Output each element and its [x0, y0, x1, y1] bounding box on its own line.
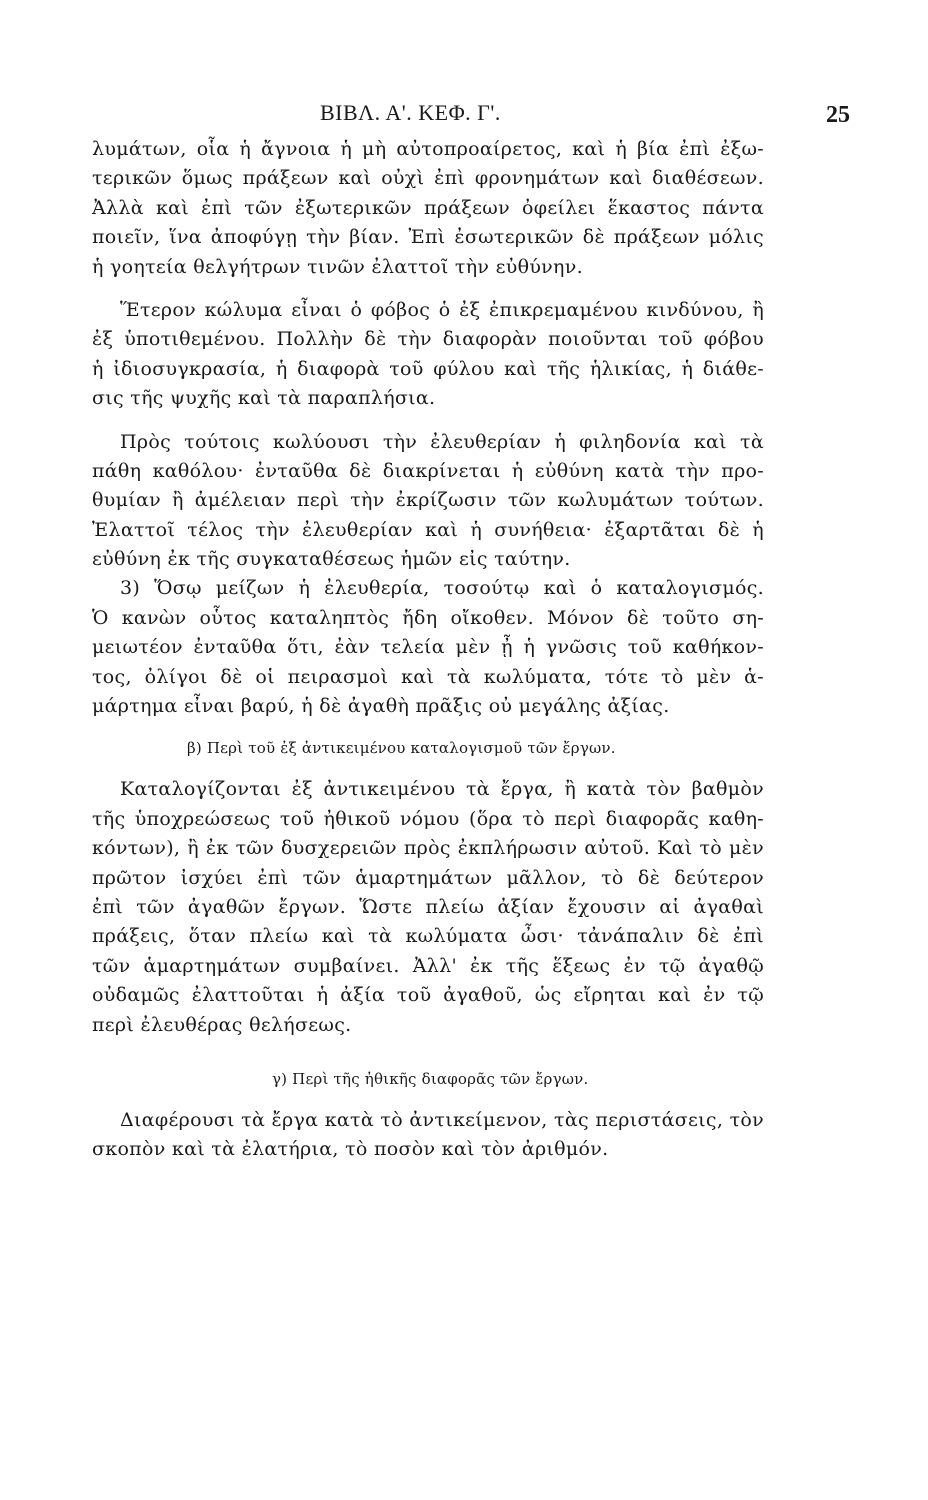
text-line: πράξεις, ὅταν πλείω καὶ τὰ κωλύματα ὦσι· τἀνάπαλιν δὲ ἐπὶ	[92, 925, 764, 948]
text-line: ἐπὶ τῶν ἀγαθῶν ἔργων. Ὥστε πλείω ἀξίαν ἔχουσιν αἱ ἀγαθαὶ	[92, 895, 764, 918]
text-line: θυμίαν ἢ ἀμέλειαν περὶ τὴν ἐκρίζωσιν τῶν κωλυμάτων τούτων.	[92, 489, 764, 512]
section-heading: γ) Περὶ τῆς ἠθικῆς διαφορᾶς τῶν ἔργων.	[272, 1069, 589, 1088]
paragraph	[92, 135, 764, 282]
text-line: κόντων), ἢ ἐκ τῶν δυσχερειῶν πρὸς ἐκπλήρωσιν αὐτοῦ. Καὶ τὸ μὲν	[92, 837, 764, 860]
text-line: σις τῆς ψυχῆς καὶ τὰ παραπλήσια.	[92, 387, 436, 410]
text-line: μειωτέον ἐνταῦθα ὅτι, ἐὰν τελεία μὲν ᾖ ἡ γνῶσις τοῦ καθήκον-	[92, 636, 764, 659]
text-line: τερικῶν ὅμως πράξεων καὶ οὐχὶ ἐπὶ φρονημάτων καὶ διαθέσεων.	[92, 167, 764, 190]
text-line: 3) Ὅσῳ μείζων ἡ ἐλευθερία, τοσούτῳ καὶ ὁ καταλογισμός.	[120, 577, 764, 600]
text-line: περὶ ἐλευθέρας θελήσεως.	[92, 1013, 352, 1036]
text-line: Ἐλαττοῖ τέλος τὴν ἐλευθερίαν καὶ ἡ συνήθεια· ἐξαρτᾶται δὲ ἡ	[92, 518, 764, 541]
text-line: Καταλογίζονται ἐξ ἀντικειμένου τὰ ἔργα, ἢ κατὰ τὸν βαθμὸν	[120, 778, 764, 801]
text-line: Ὁ κανὼν οὗτος καταληπτὸς ἤδη οἴκοθεν. Μόνον δὲ τοῦτο ση-	[92, 606, 764, 629]
text-line: ἐξ ὑποτιθεμένου. Πολλὴν δὲ τὴν διαφορὰν ποιοῦνται τοῦ φόβου	[92, 328, 764, 351]
text-line: Ἕτερον κώλυμα εἶναι ὁ φόβος ὁ ἐξ ἐπικρεμαμένου κινδύνου, ἢ	[120, 298, 764, 321]
paragraph	[92, 775, 764, 1040]
paragraph	[92, 296, 764, 414]
text-line: τος, ὀλίγοι δὲ οἱ πειρασμοὶ καὶ τὰ κωλύματα, τότε τὸ μὲν ἁ-	[92, 665, 764, 688]
text-line: εὐθύνη ἐκ τῆς συγκαταθέσεως ἡμῶν εἰς ταύτην.	[92, 548, 571, 571]
page-header	[90, 100, 850, 130]
text-line: Πρὸς τούτοις κωλύουσι τὴν ἐλευθερίαν ἡ φιληδονία καὶ τὰ	[120, 430, 764, 453]
text-line: τῶν ἁμαρτημάτων συμβαίνει. Ἀλλ' ἐκ τῆς ἕξεως ἐν τῷ ἀγαθῷ	[92, 954, 764, 977]
body-text	[92, 135, 764, 1165]
paragraph	[92, 428, 764, 575]
text-line: ἡ ἰδιοσυγκρασία, ἡ διαφορὰ τοῦ φύλου καὶ τῆς ἡλικίας, ἡ διάθε-	[92, 357, 764, 380]
text-line: τῆς ὑποχρεώσεως τοῦ ἠθικοῦ νόμου (ὅρα τὸ περὶ διαφορᾶς καθη-	[92, 807, 764, 830]
page-number: 25	[826, 102, 850, 128]
text-line: οὐδαμῶς ἐλαττοῦται ἡ ἀξία τοῦ ἀγαθοῦ, ὡς εἴρηται καὶ ἐν τῷ	[92, 984, 764, 1007]
text-line: πρῶτον ἰσχύει ἐπὶ τῶν ἁμαρτημάτων μᾶλλον, τὸ δὲ δεύτερον	[92, 866, 764, 889]
text-line: Διαφέρουσι τὰ ἔργα κατὰ τὸ ἀντικείμενον, τὰς περιστάσεις, τὸν	[120, 1108, 764, 1131]
text-line: Ἀλλὰ καὶ ἐπὶ τῶν ἐξωτερικῶν πράξεων ὀφείλει ἕκαστος πάντα	[92, 196, 764, 219]
paragraph	[92, 574, 764, 721]
text-line: σκοπὸν καὶ τὰ ἐλατήρια, τὸ ποσὸν καὶ τὸν ἀριθμόν.	[92, 1138, 609, 1161]
text-line: ποιεῖν, ἵνα ἀποφύγῃ τὴν βίαν. Ἐπὶ ἐσωτερικῶν δὲ πράξεων μόλις	[92, 226, 764, 249]
text-line: λυμάτων, οἷα ἡ ἄγνοια ἡ μὴ αὐτοπροαίρετος, καὶ ἡ βία ἐπὶ ἐξω-	[92, 138, 764, 160]
section-heading: β) Περὶ τοῦ ἐξ ἀντικειμένου καταλογισμοῦ τῶν ἔργων.	[187, 739, 616, 758]
text-line: ἡ γοητεία θελγήτρων τινῶν ἐλαττοῖ τὴν εὐθύνην.	[92, 255, 583, 278]
running-head: ΒΙΒΛ. Α'. ΚΕΦ. Γ'.	[320, 100, 501, 125]
paragraph	[92, 1106, 764, 1165]
text-line: μάρτημα εἶναι βαρύ, ἡ δὲ ἀγαθὴ πρᾶξις οὐ μεγάλης ἀξίας.	[92, 695, 670, 718]
text-line: πάθη καθόλου· ἐνταῦθα δὲ διακρίνεται ἡ εὐθύνη κατὰ τὴν προ-	[92, 459, 764, 482]
